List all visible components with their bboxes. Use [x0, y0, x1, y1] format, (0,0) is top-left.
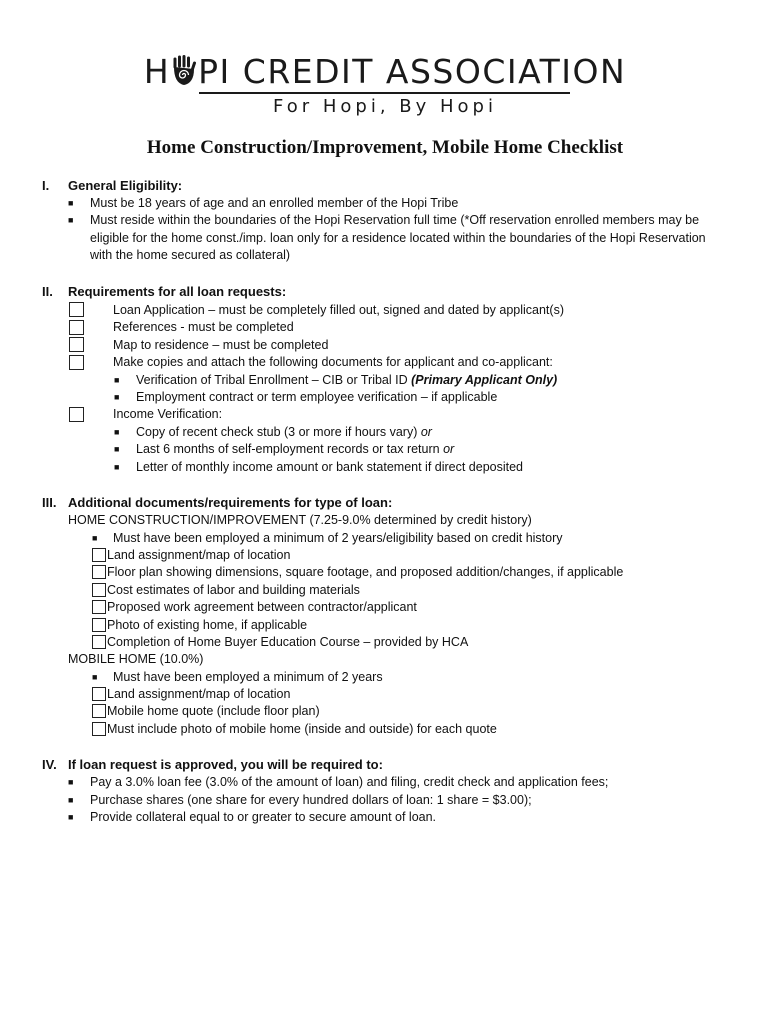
bullet-icon: ■ — [114, 462, 120, 472]
bullet-icon: ■ — [114, 427, 120, 437]
checklist-item: Proposed work agreement between contractor/applicant — [107, 600, 417, 614]
checkbox[interactable] — [92, 600, 106, 614]
section-1-heading: General Eligibility: — [68, 178, 183, 193]
checkbox[interactable] — [69, 302, 84, 317]
list-item: Must be 18 years of age and an enrolled member of the Hopi Tribe — [90, 196, 459, 210]
list-item-continued: eligible for the home const./imp. loan only for a residence located within the boundaries of the Hopi Reservation — [90, 231, 706, 245]
checkbox[interactable] — [69, 355, 84, 370]
list-item: Must have been employed a minimum of 2 years — [113, 670, 383, 684]
section-2-number: II. — [42, 284, 53, 299]
section-3-heading: Additional documents/requirements for type of loan: — [68, 495, 393, 510]
logo-text-end: PI CREDIT ASSOCIATION — [198, 52, 627, 91]
list-item: Must have been employed a minimum of 2 years/eligibility based on credit history — [113, 531, 563, 545]
bullet-icon: ■ — [114, 375, 120, 385]
checklist-item: Floor plan showing dimensions, square footage, and proposed addition/changes, if applicable — [107, 565, 624, 579]
checkbox[interactable] — [92, 583, 106, 597]
list-item: Must reside within the boundaries of the Hopi Reservation full time (*Off reservation enrolled members may be — [90, 213, 700, 227]
checklist-item: Land assignment/map of location — [107, 548, 291, 562]
checklist-item: Make copies and attach the following documents for applicant and co-applicant: — [113, 355, 553, 369]
emphasis-note: (Primary Applicant Only) — [411, 373, 558, 387]
checkbox[interactable] — [92, 687, 106, 701]
bullet-icon: ■ — [68, 812, 74, 822]
section-4-heading: If loan request is approved, you will be required to: — [68, 757, 383, 772]
checkbox[interactable] — [92, 548, 106, 562]
checkbox[interactable] — [92, 704, 106, 718]
construction-label: HOME CONSTRUCTION/IMPROVEMENT (7.25-9.0% determined by credit history) — [68, 513, 532, 527]
sub-list-item: Letter of monthly income amount or bank statement if direct deposited — [136, 460, 524, 474]
checklist-item: Completion of Home Buyer Education Course – provided by HCA — [107, 635, 469, 649]
logo-divider — [199, 92, 570, 94]
organization-logo — [0, 52, 770, 92]
section-4-number: IV. — [42, 757, 57, 772]
checklist-item: Photo of existing home, if applicable — [107, 618, 308, 632]
sub-list-item: Verification of Tribal Enrollment – CIB or Tribal ID (Primary Applicant Only) — [136, 373, 558, 387]
list-item: Provide collateral equal to or greater to secure amount of loan. — [90, 810, 437, 824]
checklist-item: Loan Application – must be completely filled out, signed and dated by applicant(s) — [113, 303, 564, 317]
section-3-number: III. — [42, 495, 57, 510]
checkbox[interactable] — [69, 337, 84, 352]
checkbox[interactable] — [92, 618, 106, 632]
section-2-heading: Requirements for all loan requests: — [68, 284, 287, 299]
bullet-icon: ■ — [68, 777, 74, 787]
checklist-item: References - must be completed — [113, 320, 294, 334]
checklist-item: Land assignment/map of location — [107, 687, 291, 701]
list-item-continued: with the home secured as collateral) — [90, 248, 291, 262]
checkbox[interactable] — [69, 407, 84, 422]
bullet-icon: ■ — [114, 444, 120, 454]
sub-list-item: Copy of recent check stub (3 or more if hours vary) or — [136, 425, 432, 439]
bullet-icon: ■ — [68, 795, 74, 805]
sub-list-item: Last 6 months of self-employment records or tax return or — [136, 442, 455, 456]
checklist-item: Mobile home quote (include floor plan) — [107, 704, 320, 718]
bullet-icon: ■ — [114, 392, 120, 402]
bullet-icon: ■ — [92, 672, 98, 682]
sub-list-item: Employment contract or term employee verification – if applicable — [136, 390, 498, 404]
checklist-item: Map to residence – must be completed — [113, 338, 329, 352]
checklist-item: Income Verification: — [113, 407, 223, 421]
mobile-home-label: MOBILE HOME (10.0%) — [68, 652, 204, 666]
checkbox[interactable] — [92, 722, 106, 736]
list-item: Pay a 3.0% loan fee (3.0% of the amount of loan) and filing, credit check and application fees; — [90, 775, 609, 789]
checkbox[interactable] — [92, 635, 106, 649]
checkbox[interactable] — [69, 320, 84, 335]
checklist-item: Must include photo of mobile home (inside and outside) for each quote — [107, 722, 497, 736]
logo-text-start: H — [143, 52, 171, 91]
bullet-icon: ■ — [68, 215, 74, 225]
list-item: Purchase shares (one share for every hundred dollars of loan: 1 share = $3.00); — [90, 793, 532, 807]
logo-tagline: For Hopi, By Hopi — [273, 96, 497, 117]
hand-spiral-logo-icon — [171, 55, 197, 87]
checkbox[interactable] — [92, 565, 106, 579]
section-1-number: I. — [42, 178, 50, 193]
bullet-icon: ■ — [92, 533, 98, 543]
checklist-item: Cost estimates of labor and building materials — [107, 583, 360, 597]
page-title: Home Construction/Improvement, Mobile Home Checklist — [146, 137, 624, 158]
bullet-icon: ■ — [68, 198, 74, 208]
